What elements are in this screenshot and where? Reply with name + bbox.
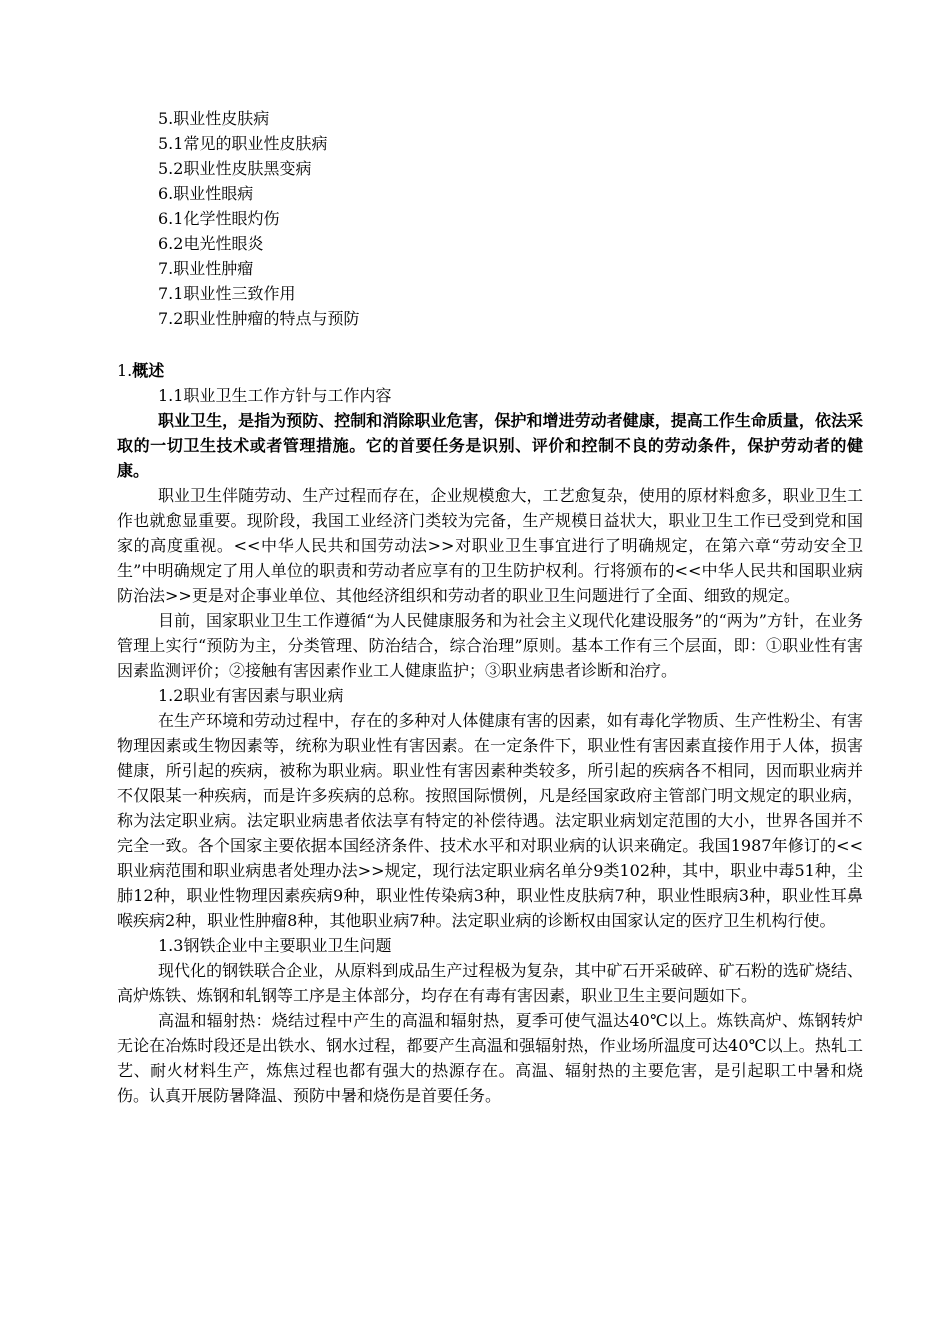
body-paragraph: 在生产环境和劳动过程中，存在的多种对人体健康有害的因素，如有毒化学物质、生产性粉尘、有害物理因素或生物因素等，统称为职业性有害因素。在一定条件下，职业性有害因素直接作用于人体，损害健康，所引起的疾病，被称为职业病。职业性有害因素种类较多，所引起的疾病各不相同，因而职业病并不仅限某一种疾病，而是许多疾病的总称。按照国际惯例，凡是经国家政府主管部门明文规定的职业病，称为法定职业病。法定职业病患者依法享有特定的补偿待遇。法定职业病划定范围的大小，世界各国并不完全一致。各个国家主要依据本国经济条件、技术水平和对职业病的认识来确定。我国1987年修订的<<职业病范围和职业病患者处理办法>>规定，现行法定职业病名单分9类102种，其中，职业中毒51种，尘肺12种，职业性物理因素疾病9种，职业性传染病3种，职业性皮肤病7种，职业性眼病3种，职业性耳鼻喉疾病2种，职业性肿瘤8种，其他职业病7种。法定职业病的诊断权由国家认定的医疗卫生机构行使。 (117, 711, 863, 930)
body-paragraph: 现代化的钢铁联合企业，从原料到成品生产过程极为复杂，其中矿石开采破碎、矿石粉的选矿烧结、高炉炼铁、炼钢和轧钢等工序是主体部分，均存在有毒有害因素，职业卫生主要问题如下。 (117, 961, 863, 1005)
section-overview (117, 358, 863, 1108)
toc-item: 5.职业性皮肤病 (158, 109, 270, 128)
section-heading (117, 358, 863, 383)
table-of-contents (158, 106, 758, 331)
toc-item: 6.职业性眼病 (158, 184, 254, 203)
body-paragraph: 职业卫生伴随劳动、生产过程而存在，企业规模愈大，工艺愈复杂，使用的原材料愈多，职业卫生工作也就愈显重要。现阶段，我国工业经济门类较为完备，生产规模日益状大，职业卫生工作已受到党和国家的高度重视。<<中华人民共和国劳动法>>对职业卫生事宜进行了明确规定，在第六章“劳动安全卫生”中明确规定了用人单位的职责和劳动者应享有的卫生防护权利。行将颁布的<<中华人民共和国职业病防治法>>更是对企事业单位、其他经济组织和劳动者的职业卫生问题进行了全面、细致的规定。 (117, 486, 863, 605)
toc-item: 5.1常见的职业性皮肤病 (158, 134, 328, 153)
subsection-heading: 1.1职业卫生工作方针与工作内容 (158, 386, 392, 405)
toc-item: 5.2职业性皮肤黑变病 (158, 159, 312, 178)
subsection-heading: 1.2职业有害因素与职业病 (158, 686, 344, 705)
section-number: 1. (117, 361, 133, 380)
body-paragraph: 高温和辐射热：烧结过程中产生的高温和辐射热，夏季可使气温达40℃以上。炼铁高炉、炼钢转炉无论在冶炼时段还是出铁水、钢水过程，都要产生高温和强辐射热，作业场所温度可达40℃以上。热轧工艺、耐火材料生产，炼焦过程也都有强大的热源存在。高温、辐射热的主要危害，是引起职工中暑和烧伤。认真开展防暑降温、预防中暑和烧伤是首要任务。 (117, 1011, 863, 1105)
toc-item: 7.职业性肿瘤 (158, 259, 254, 278)
toc-item: 7.1职业性三致作用 (158, 284, 296, 303)
subsection-heading: 1.3钢铁企业中主要职业卫生问题 (158, 936, 392, 955)
body-paragraph: 目前，国家职业卫生工作遵循“为人民健康服务和为社会主义现代化建设服务”的“两为”方针，在业务管理上实行“预防为主，分类管理、防治结合，综合治理”原则。基本工作有三个层面，即：①职业性有害因素监测评价；②接触有害因素作业工人健康监护；③职业病患者诊断和治疗。 (117, 611, 863, 680)
toc-item: 6.1化学性眼灼伤 (158, 209, 280, 228)
definition-paragraph: 职业卫生，是指为预防、控制和消除职业危害，保护和增进劳动者健康，提高工作生命质量，依法采取的一切卫生技术或者管理措施。它的首要任务是识别、评价和控制不良的劳动条件，保护劳动者的健康。 (117, 411, 863, 480)
toc-item: 6.2电光性眼炎 (158, 234, 264, 253)
toc-item: 7.2职业性肿瘤的特点与预防 (158, 309, 360, 328)
section-title: 概述 (132, 361, 165, 380)
